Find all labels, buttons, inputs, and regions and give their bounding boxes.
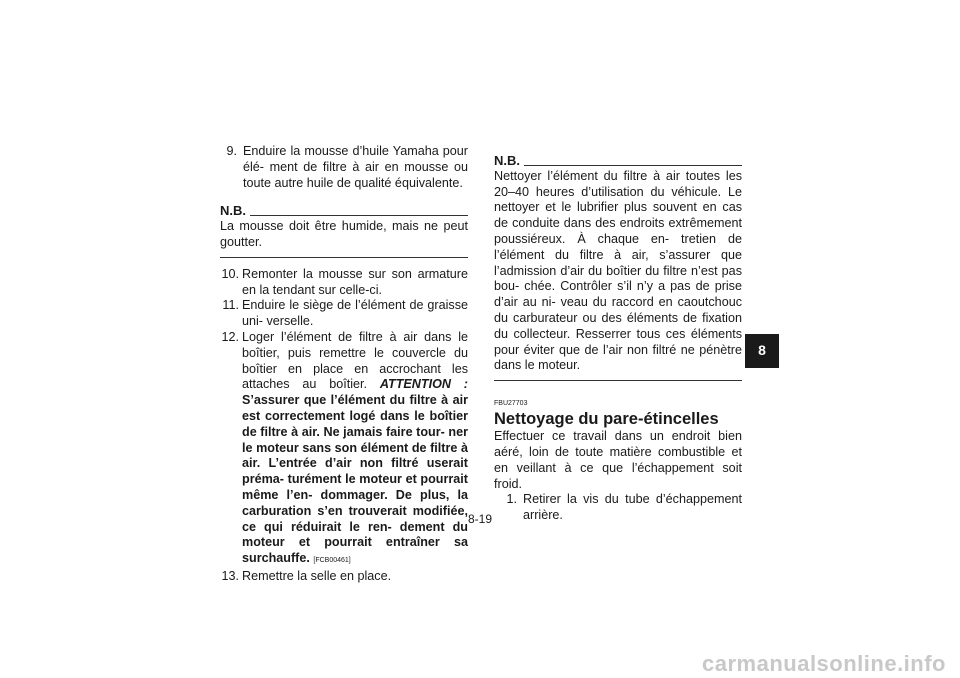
note-end-rule bbox=[220, 257, 468, 258]
step-text: Remettre la selle en place. bbox=[242, 568, 392, 583]
chapter-tab: 8 bbox=[745, 334, 779, 368]
page-number: 8-19 bbox=[467, 512, 493, 526]
note-text: Nettoyer l’élément du filtre à air toutes les 20–40 heures d’utilisation du véhicule. Le nettoyer et le lubrifier plus souvent en cas de conduite dans des endroits extrêmement poussiéreux. À chaque en- tretien de l’élément du filtre à air, s’assurer que l’admission d’air du boîtier du filtre n’est pas bou- chée. Contrôler s’il n’y a pas de prise d’air au ni- veau du raccord en caoutchouc du carburateur ou des éléments de fixation du collecteur. Resserrer tous ces éléments pour éviter que de l’air non filtré ne pénètre dans le moteur. bbox=[494, 168, 742, 373]
watermark: carmanualsonline.info bbox=[702, 651, 946, 677]
note-rule bbox=[250, 215, 468, 216]
step-number: 11. bbox=[222, 298, 239, 313]
step-12 bbox=[220, 330, 468, 569]
step-11 bbox=[220, 298, 468, 330]
step-9 bbox=[220, 144, 468, 191]
step-10 bbox=[220, 267, 468, 299]
step-text: Enduire le siège de l’élément de graisse uni- verselle. bbox=[242, 298, 468, 329]
step-13 bbox=[220, 569, 468, 585]
caution-text: S’assurer que l’élément du filtre à air est correctement logé dans le boîtier de filtre à air. Ne jamais faire tour- ner le moteur sans son élément de filtre à air. L’entrée d’air non filtré userait préma- turément le moteur et pourrait même l’en- dommager. De plus, la carburation s’en trouverait modifiée, ce qui réduirait le ren- dement du moteur et pourrait entraîner sa surchauffe. bbox=[242, 393, 468, 566]
note-header bbox=[494, 153, 742, 169]
note-text: La mousse doit être humide, mais ne peut goutter. bbox=[220, 219, 468, 249]
note-rule bbox=[524, 165, 742, 166]
note-header bbox=[220, 203, 468, 219]
caution-block bbox=[242, 377, 468, 565]
step-text: Loger l’élément de filtre à air dans le boîtier, puis remettre le couvercle du boîtier en place en accrochant les attaches au boîtier. bbox=[242, 329, 468, 392]
section-title: Nettoyage du pare-étincelles bbox=[494, 410, 719, 429]
right-column bbox=[494, 153, 742, 524]
note-title: N.B. bbox=[220, 203, 246, 219]
step-text: Enduire la mousse d’huile Yamaha pour élé- ment de filtre à air en mousse ou toute autre huile de qualité équivalente. bbox=[243, 144, 468, 190]
caution-code: [FCB00461] bbox=[313, 557, 351, 565]
step-text: Retirer la vis du tube d’échappement arrière. bbox=[523, 492, 742, 523]
step-number: 9. bbox=[226, 144, 237, 158]
note-end-rule bbox=[494, 380, 742, 381]
section-intro: Effectuer ce travail dans un endroit bien aéré, loin de toute matière combustible et en veillant à ce que l’échappement soit froid. bbox=[494, 429, 742, 491]
section-code: FBU27703 bbox=[494, 400, 528, 408]
note-title: N.B. bbox=[494, 153, 520, 168]
step-number: 12. bbox=[221, 329, 239, 344]
step-text: Remonter la mousse sur son armature en la tendant sur celle-ci. bbox=[242, 266, 468, 297]
caution-label: ATTENTION : bbox=[379, 377, 468, 392]
step-number: 1. bbox=[506, 492, 517, 507]
step-number: 10. bbox=[221, 266, 239, 281]
step-number: 13. bbox=[221, 568, 239, 583]
